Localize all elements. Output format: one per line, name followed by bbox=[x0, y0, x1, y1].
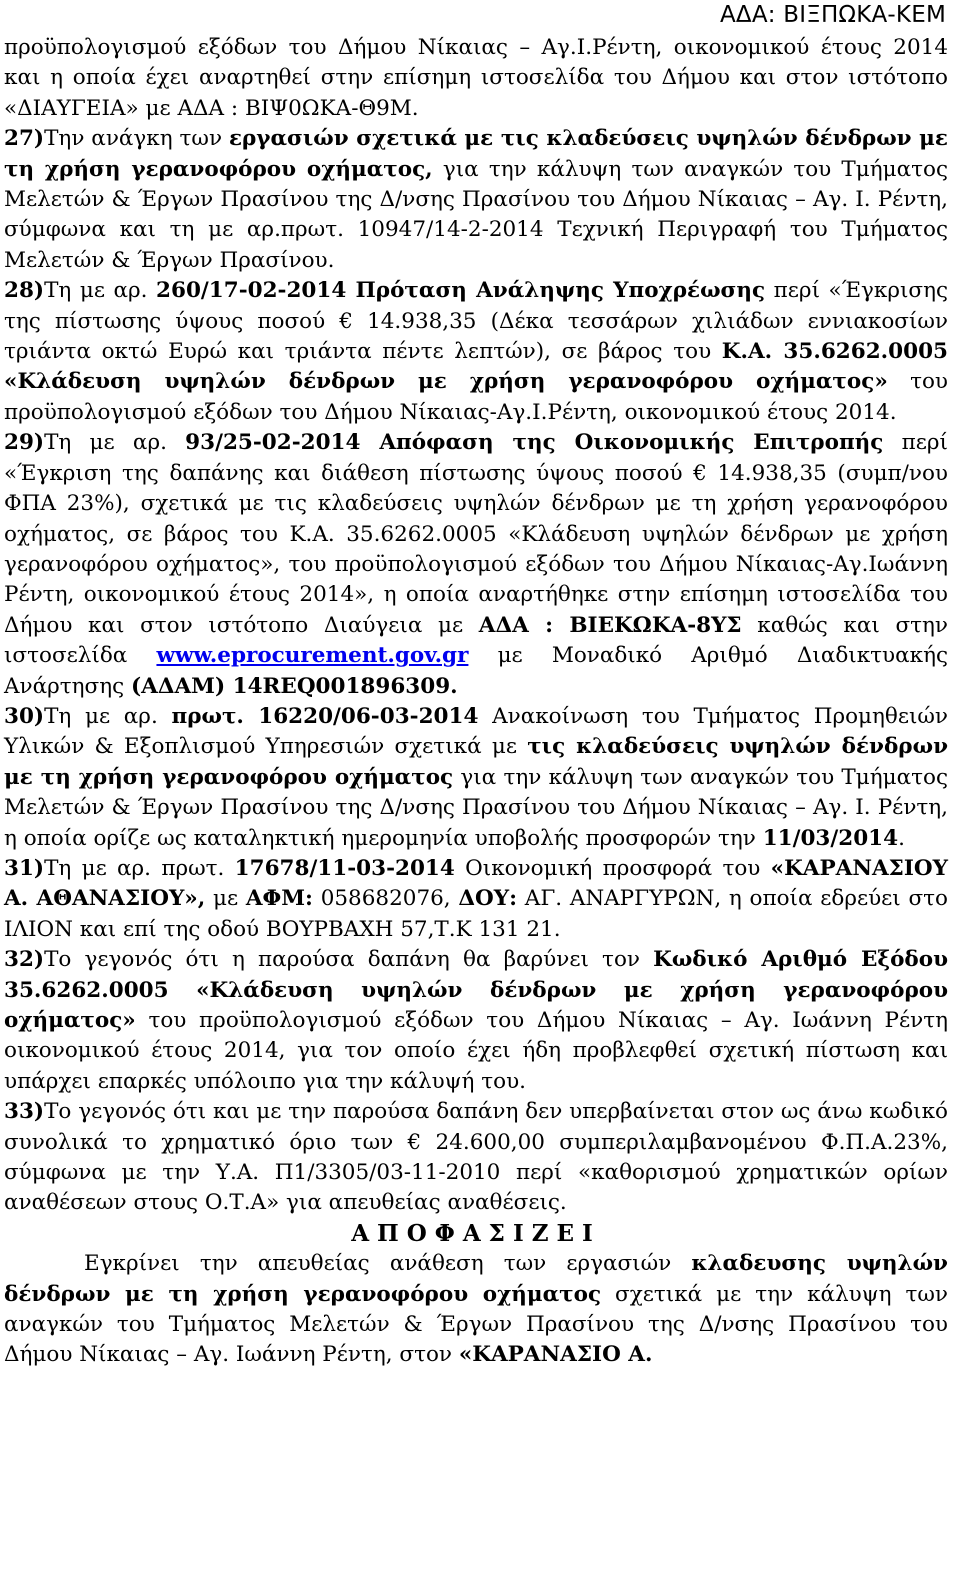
paragraph-29: 29)Τη με αρ. 93/25-02-2014 Απόφαση της Οικονομικής Επιτροπής περί «Έγκριση της δαπάνης και διάθεση πίστωσης ύψους ποσού € 14.938,35 (συμπ/νου ΦΠΑ 23%), σχετικά με τις κλαδεύσεις υψηλών δένδρων με τη χρήση γερανοφόρου οχήματος, σε βάρος του Κ.Α. 35.6262.0005 «Κλάδευση υψηλών δένδρων με χρήση γερανοφόρου οχήματος», του προϋπολογισμού εξόδων του Δήμου Νίκαιας-Αγ.Ιωάννη Ρέντη, οικονομικού έτους 2014», η οποία αναρτήθηκε στην επίσημη ιστοσελίδα του Δήμου και στον ιστότοπο Διαύγεια με ΑΔΑ : ΒΙΕΚΩΚΑ-8ΥΣ καθώς και στην ιστοσελίδα www.eprocurement.gov.gr με Μοναδικό Αριθμό Διαδικτυακής Ανάρτησης (ΑΔΑΜ) 14REQ001896309. bbox=[4, 430, 948, 699]
decision-heading: ΑΠΟΦΑΣΙΖΕΙ bbox=[351, 1219, 601, 1247]
eprocurement-link[interactable]: www.eprocurement.gov.gr bbox=[156, 643, 469, 669]
paragraph-33: 33)Το γεγονός ότι και με την παρούσα δαπάνη δεν υπερβαίνεται στον ως άνω κωδικό συνολικά το χρηματικό όριο των € 24.600,00 συμπεριλαμβανομένου Φ.Π.Α.23%, σύμφωνα με την Υ.Α. Π1/3305/03-11-2010 περί «καθορισμού χρηματικών ορίων αναθέσεων στους Ο.Τ.Α» για απευθείας αναθέσεις. bbox=[4, 1099, 948, 1216]
item-number: 31) bbox=[4, 855, 45, 881]
paragraph-28: 28)Τη με αρ. 260/17-02-2014 Πρόταση Ανάληψης Υποχρέωσης περί «Έγκρισης της πίστωσης ύψους ποσού € 14.938,35 (Δέκα τεσσάρων χιλιάδων εννιακοσίων τριάντα οκτώ Ευρώ και τριάντα πέντε λεπτών), σε βάρος του Κ.Α. 35.6262.0005 «Κλάδευση υψηλών δένδρων με χρήση γερανοφόρου οχήματος» του προϋπολογισμού εξόδων του Δήμου Νίκαιας-Αγ.Ι.Ρέντη, οικονομικού έτους 2014. bbox=[4, 278, 949, 425]
paragraph-30: 30)Τη με αρ. πρωτ. 16220/06-03-2014 Ανακοίνωση του Τμήματος Προμηθειών Υλικών & Εξοπλισμού Υπηρεσιών σχετικά με τις κλαδεύσεις υψηλών δένδρων με τη χρήση γερανοφόρου οχήματος για την κάλυψη των αναγκών του Τμήματος Μελετών & Έργων Πρασίνου της Δ/νσης Πρασίνου του Δήμου Νίκαιας – Αγ. Ι. Ρέντη, η οποία ορίζε ως καταληκτική ημερομηνία υποβολής προσφορών την 11/03/2014. bbox=[4, 703, 948, 851]
item-number: 28) bbox=[4, 278, 45, 304]
paragraph-final: Εγκρίνει την απευθείας ανάθεση των εργασιών κλαδευσης υψηλών δένδρων με τη χρήση γερανοφόρου οχήματος σχετικά με την κάλυψη των αναγκών του Τμήματος Μελετών & Έργων Πρασίνου της Δ/νσης Πρασίνου του Δήμου Νίκαιας – Αγ. Ιωάννη Ρέντη, στον «ΚΑΡΑΝΑΣΙΟ Α. bbox=[4, 1251, 948, 1368]
item-number: 30) bbox=[4, 703, 45, 729]
paragraph-32: 32)Το γεγονός ότι η παρούσα δαπάνη θα βαρύνει τον Κωδικό Αριθμό Εξόδου 35.6262.0005 «Κλάδευση υψηλών δένδρων με χρήση γερανοφόρου οχήματος» του προϋπολογισμού εξόδων του Δήμου Νίκαιας – Αγ. Ιωάννη Ρέντη οικονομικού έτους 2014, για τον οποίο έχει ήδη προβλεφθεί σχετική πίστωση και υπάρχει επαρκές υπόλοιπο για την κάλυψή του. bbox=[4, 947, 949, 1094]
item-number: 27) bbox=[4, 126, 45, 152]
paragraph-31: 31)Τη με αρ. πρωτ. 17678/11-03-2014 Οικονομική προσφορά του «ΚΑΡΑΝΑΣΙΟΥ Α. ΑΘΑΝΑΣΙΟΥ», με ΑΦΜ: 058682076, ΔΟΥ: ΑΓ. ΑΝΑΡΓΥΡΩΝ, η οποία εδρεύει στο ΙΛΙΟΝ και επί της οδού ΒΟΥΡΒΑΧΗ 57,Τ.Κ 131 21. bbox=[4, 855, 948, 942]
ada-header: ΑΔΑ: ΒΙΞΠΩΚΑ-ΚΕΜ bbox=[719, 2, 946, 28]
item-number: 29) bbox=[4, 430, 45, 456]
paragraph-continuation: προϋπολογισμού εξόδων του Δήμου Νίκαιας – Αγ.Ι.Ρέντη, οικονομικού έτους 2014 και η οποία έχει αναρτηθεί στην επίσημη ιστοσελίδα του Δήμου και στον ιστότοπο «ΔΙΑΥΓΕΙΑ» με ΑΔΑ : ΒΙΨ0ΩΚΑ-Θ9Μ. bbox=[4, 35, 948, 121]
document-body bbox=[4, 33, 948, 1371]
item-number: 33) bbox=[4, 1099, 45, 1125]
item-number: 32) bbox=[4, 947, 45, 973]
paragraph-27: 27)Την ανάγκη των εργασιών σχετικά με τις κλαδεύσεις υψηλών δένδρων με τη χρήση γερανοφόρου οχήματος, για την κάλυψη των αναγκών του Τμήματος Μελετών & Έργων Πρασίνου της Δ/νσης Πρασίνου του Δήμου Νίκαιας – Αγ. Ι. Ρέντη, σύμφωνα και τη με αρ.πρωτ. 10947/14-2-2014 Τεχνική Περιγραφή του Τμήματος Μελετών & Έργων Πρασίνου. bbox=[4, 126, 948, 273]
